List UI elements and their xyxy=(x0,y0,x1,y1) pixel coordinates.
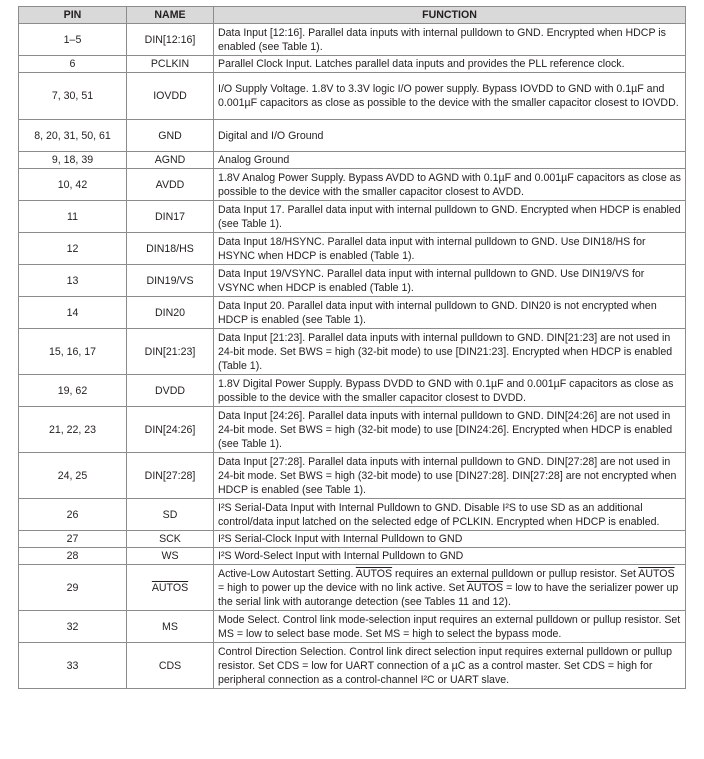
pin-number-cell: 9, 18, 39 xyxy=(19,152,127,169)
pin-name-cell: PCLKIN xyxy=(127,56,214,73)
pin-name-cell: AVDD xyxy=(127,169,214,201)
pin-name-cell: DVDD xyxy=(127,375,214,407)
pin-name-cell: AGND xyxy=(127,152,214,169)
pin-function-cell: Control Direction Selection. Control link direct selection input requires external pulldown or pullup resistor. Set CDS = low for UART connection of a µC as a control master. Set CDS = high for peripheral connection as a control-channel I²C or UART slave. xyxy=(214,643,686,689)
pin-name-cell: DIN20 xyxy=(127,297,214,329)
pin-function-cell: Data Input [27:28]. Parallel data inputs with internal pulldown to GND. DIN[27:28] are not used in 24-bit mode. Set BWS = high (32-bit mode) to use [DIN27:28]. DIN[27:28] are not encrypted when HDCP is enabled (see Table 1). xyxy=(214,453,686,499)
table-row xyxy=(19,375,686,407)
pin-function-cell: I/O Supply Voltage. 1.8V to 3.3V logic I/O power supply. Bypass IOVDD to GND with 0.1µF and 0.001µF capacitors as close as possible to the device with the smaller capacitor closest to IOVDD. xyxy=(214,73,686,120)
pin-name-cell: IOVDD xyxy=(127,73,214,120)
pin-function-cell: I²S Word-Select Input with Internal Pulldown to GND xyxy=(214,548,686,565)
pin-name-cell: DIN18/HS xyxy=(127,233,214,265)
pin-function-cell: I²S Serial-Clock Input with Internal Pulldown to GND xyxy=(214,531,686,548)
table-row xyxy=(19,548,686,565)
table-row xyxy=(19,56,686,73)
autos-signal-name: AUTOS xyxy=(638,567,675,580)
pin-number-cell: 21, 22, 23 xyxy=(19,407,127,453)
pin-function-cell: Parallel Clock Input. Latches parallel data inputs and provides the PLL reference clock. xyxy=(214,56,686,73)
pin-number-cell: 24, 25 xyxy=(19,453,127,499)
pin-number-cell: 32 xyxy=(19,611,127,643)
pin-number-cell: 19, 62 xyxy=(19,375,127,407)
table-row xyxy=(19,297,686,329)
pin-name-cell: DIN[24:26] xyxy=(127,407,214,453)
pin-number-cell: 15, 16, 17 xyxy=(19,329,127,375)
pin-name-cell: DIN[21:23] xyxy=(127,329,214,375)
pin-function-cell: Digital and I/O Ground xyxy=(214,120,686,152)
pin-name-cell: MS xyxy=(127,611,214,643)
pin-number-cell: 11 xyxy=(19,201,127,233)
pin-function-cell: I²S Serial-Data Input with Internal Pulldown to GND. Disable I²S to use SD as an additional control/data input latched on the selected edge of PCLKIN. Encrypted when HDCP is enabled. xyxy=(214,499,686,531)
table-header-row xyxy=(19,7,686,24)
pin-description-page xyxy=(18,6,685,689)
pin-function-cell: Data Input [21:23]. Parallel data inputs with internal pulldown to GND. DIN[21:23] are not used in 24-bit mode. Set BWS = high (32-bit mode) to use [DIN21:23]. Encrypted when HDCP is enabled (Table 1). xyxy=(214,329,686,375)
pin-name-cell: WS xyxy=(127,548,214,565)
pin-number-cell: 7, 30, 51 xyxy=(19,73,127,120)
table-row xyxy=(19,453,686,499)
pin-function-cell: Data Input 18/HSYNC. Parallel data input with internal pulldown to GND. Use DIN18/HS for HSYNC when HDCP is enabled (Table 1). xyxy=(214,233,686,265)
pin-name-cell: AUTOS xyxy=(127,565,214,611)
pin-function-cell: 1.8V Analog Power Supply. Bypass AVDD to AGND with 0.1µF and 0.001µF capacitors as close as possible to the device with the smaller capacitor closest to AVDD. xyxy=(214,169,686,201)
pin-function-cell: Data Input 19/VSYNC. Parallel data input with internal pulldown to GND. Use DIN19/VS for VSYNC when HDCP is enabled (Table 1). xyxy=(214,265,686,297)
pin-function-cell: Data Input 17. Parallel data input with internal pulldown to GND. Encrypted when HDCP is enabled (see Table 1). xyxy=(214,201,686,233)
table-row xyxy=(19,499,686,531)
pin-function-cell: Data Input [12:16]. Parallel data inputs with internal pulldown to GND. Encrypted when HDCP is enabled (see Table 1). xyxy=(214,24,686,56)
table-row xyxy=(19,329,686,375)
pin-column-header: PIN xyxy=(19,7,127,24)
pin-name-cell: GND xyxy=(127,120,214,152)
pin-number-cell: 8, 20, 31, 50, 61 xyxy=(19,120,127,152)
pin-number-cell: 6 xyxy=(19,56,127,73)
autos-signal-name: AUTOS xyxy=(466,581,504,594)
pin-name-cell: SCK xyxy=(127,531,214,548)
pin-number-cell: 26 xyxy=(19,499,127,531)
pin-name-cell: CDS xyxy=(127,643,214,689)
pin-number-cell: 1–5 xyxy=(19,24,127,56)
pin-number-cell: 10, 42 xyxy=(19,169,127,201)
name-column-header: NAME xyxy=(127,7,214,24)
table-row xyxy=(19,233,686,265)
table-row xyxy=(19,169,686,201)
table-row xyxy=(19,265,686,297)
table-row xyxy=(19,152,686,169)
autos-signal-name: AUTOS xyxy=(355,567,393,580)
table-row xyxy=(19,24,686,56)
pin-number-cell: 27 xyxy=(19,531,127,548)
table-row xyxy=(19,73,686,120)
table-row xyxy=(19,565,686,611)
pin-number-cell: 14 xyxy=(19,297,127,329)
pin-function-cell: Data Input [24:26]. Parallel data inputs with internal pulldown to GND. DIN[24:26] are not used in 24-bit mode. Set BWS = high (32-bit mode) to use [DIN24:26]. Encrypted when HDCP is enabled (see Table 1). xyxy=(214,407,686,453)
pin-number-cell: 28 xyxy=(19,548,127,565)
pin-function-cell: Analog Ground xyxy=(214,152,686,169)
table-row xyxy=(19,611,686,643)
table-row xyxy=(19,531,686,548)
pin-description-table xyxy=(18,6,686,689)
pin-function-cell: Active-Low Autostart Setting. AUTOS requires an external pulldown or pullup resistor. Set AUTOS = high to power up the device with no link active. Set AUTOS = low to have the serializer power up the serial link with autorange detection (see Tables 11 and 12). xyxy=(214,565,686,611)
pin-name-cell: DIN[12:16] xyxy=(127,24,214,56)
pin-number-cell: 12 xyxy=(19,233,127,265)
pin-name-cell: DIN17 xyxy=(127,201,214,233)
pin-function-cell: 1.8V Digital Power Supply. Bypass DVDD to GND with 0.1µF and 0.001µF capacitors as close as possible to the device with the smaller capacitor closest to DVDD. xyxy=(214,375,686,407)
pin-number-cell: 13 xyxy=(19,265,127,297)
pin-function-cell: Mode Select. Control link mode-selection input requires an external pulldown or pullup resistor. Set MS = low to select base mode. Set MS = high to select the bypass mode. xyxy=(214,611,686,643)
pin-name-cell: DIN[27:28] xyxy=(127,453,214,499)
pin-name-cell: SD xyxy=(127,499,214,531)
pin-number-cell: 33 xyxy=(19,643,127,689)
function-column-header: FUNCTION xyxy=(214,7,686,24)
pin-number-cell: 29 xyxy=(19,565,127,611)
table-row xyxy=(19,120,686,152)
table-row xyxy=(19,643,686,689)
pin-name-cell: DIN19/VS xyxy=(127,265,214,297)
table-row xyxy=(19,407,686,453)
table-row xyxy=(19,201,686,233)
pin-function-cell: Data Input 20. Parallel data input with internal pulldown to GND. DIN20 is not encrypted when HDCP is enabled (see Table 1). xyxy=(214,297,686,329)
